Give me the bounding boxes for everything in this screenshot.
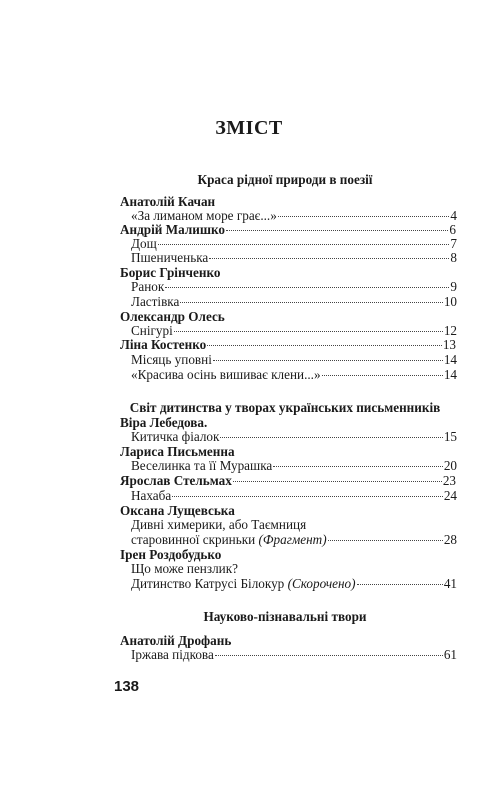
section-heading: Світ дитинства у творах українських письменників xyxy=(129,400,441,415)
toc-entry[interactable]: Ластівка 10 xyxy=(131,294,457,309)
toc-author: Оксана Лущевська xyxy=(120,503,235,518)
toc-entry[interactable]: Іржава підкова 61 xyxy=(131,647,457,662)
toc-author[interactable]: Ярослав Стельмах 23 xyxy=(120,473,456,488)
toc-entry[interactable]: Ранок 9 xyxy=(131,279,457,294)
toc-author: Олександр Олесь xyxy=(120,309,225,324)
toc-author: Ірен Роздобудько xyxy=(120,547,222,562)
toc-entry[interactable]: Веселинка та її Мурашка 20 xyxy=(131,458,457,473)
section-heading: Науково-пізнавальні твори xyxy=(203,609,367,624)
page-number: 138 xyxy=(114,678,140,695)
toc-author: Лариса Письменна xyxy=(120,444,235,459)
toc-entry[interactable]: «Красива осінь вишиває клени...» 14 xyxy=(131,367,457,382)
toc-entry[interactable]: старовинної скриньки (Фрагмент) 28 xyxy=(131,532,457,547)
toc-author: Борис Грінченко xyxy=(120,265,221,280)
toc-entry[interactable]: Нахаба 24 xyxy=(131,488,457,503)
toc-author: Анатолій Дрофань xyxy=(120,633,232,648)
toc-author: Анатолій Качан xyxy=(120,194,216,209)
page-title: ЗМІСТ xyxy=(215,117,283,139)
toc-entry[interactable]: «За лиманом море грає...» 4 xyxy=(131,208,457,223)
toc-entry[interactable]: Снігурі 12 xyxy=(131,323,457,338)
toc-entry[interactable]: Місяць уповні 14 xyxy=(131,352,457,367)
section-heading: Краса рідної природи в поезії xyxy=(197,172,373,187)
toc-author: Віра Лебедова. xyxy=(120,415,208,430)
toc-entry[interactable]: Дощ 7 xyxy=(131,236,457,251)
toc-entry[interactable]: Дитинство Катрусі Білокур (Скорочено) 41 xyxy=(131,576,457,591)
toc-entry-line: Що може пензлик? xyxy=(131,561,238,576)
toc-author[interactable]: Андрій Малишко 6 xyxy=(120,222,456,237)
toc-entry-line: Дивні химерики, або Таємниця xyxy=(131,517,307,532)
toc-entry[interactable]: Китичка фіалок 15 xyxy=(131,429,457,444)
toc-entry[interactable]: Пшениченька 8 xyxy=(131,250,457,265)
toc-author[interactable]: Ліна Костенко 13 xyxy=(120,337,456,352)
